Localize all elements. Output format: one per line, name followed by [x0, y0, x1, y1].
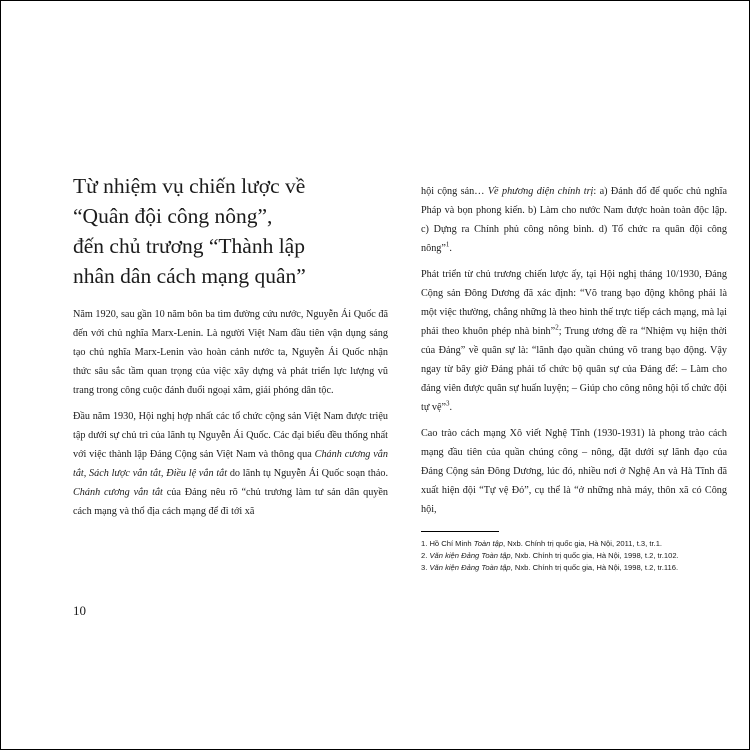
- chapter-title-line: “Quân đội công nông”,: [73, 204, 273, 228]
- body-paragraph: [73, 407, 388, 521]
- left-column: [73, 171, 388, 528]
- chapter-title-line: nhân dân cách mạng quân”: [73, 264, 306, 288]
- footnote-text: , Nxb. Chính trị quốc gia, Hà Nội, 2011, t.3, tr.1.: [503, 539, 663, 548]
- footnote-number: 1. Hồ Chí Minh: [421, 539, 474, 548]
- chapter-title-line: Từ nhiệm vụ chiến lược về: [73, 174, 306, 198]
- footnote: [421, 538, 727, 550]
- text-run: .: [449, 402, 453, 413]
- text-run: hội cộng sản…: [421, 186, 488, 197]
- footnote-marker: 1: [445, 240, 450, 249]
- body-paragraph: [421, 265, 727, 417]
- text-run: Phát triển từ chủ trương chiến lược ấy, tại Hội nghị tháng 10/1930, Đảng Cộng sản Đông Dương đã xác định: “Võ trang bạo động không phải là một việc thường, chẳng những là theo hình thế trực tiếp cách mạng, mà lại phải theo khuôn phép nhà binh”: [421, 269, 727, 337]
- chapter-title: [73, 171, 388, 291]
- text-run: do lãnh tụ Nguyễn Ái Quốc soạn thảo.: [227, 468, 388, 479]
- text-run: : a) Đánh đổ để quốc chủ nghĩa Pháp và bọn phong kiến. b) Làm cho nước Nam được hoàn toàn độc lập. c) Dựng ra Chính phủ công nông binh. d) Tổ chức ra quân đội công nông”: [421, 186, 727, 254]
- footnote-title: Toàn tập: [473, 539, 504, 548]
- footnote-marker: 2: [555, 323, 559, 332]
- footnotes: [421, 538, 727, 574]
- italic-phrase: Về phương diện chính trị: [487, 186, 594, 197]
- footnote-divider: [421, 531, 499, 532]
- italic-title: Chánh cương vắn tắt, Sách lược vắn tắt, Điều lệ vắn tắt: [73, 449, 388, 479]
- text-run: của Đảng nêu rõ “chủ trương làm tư sản dân quyền cách mạng và thổ địa cách mạng để đi tới xã: [73, 487, 388, 517]
- body-paragraph: Năm 1920, sau gần 10 năm bôn ba tìm đường cứu nước, Nguyễn Ái Quốc đã đến với chủ nghĩa Marx-Lenin. Là người Việt Nam đầu tiên vận dụng sáng tạo chủ nghĩa Marx-Lenin vào hoàn cảnh nước ta, Nguyễn Ái Quốc nhận thức sâu sắc tầm quan trọng của việc xây dựng và phát triển lực lượng vũ trang trong công cuộc đánh đuổi ngoại xâm, giải phóng dân tộc.: [73, 309, 388, 396]
- footnote-number: 3.: [421, 563, 430, 572]
- footnote-text: , Nxb. Chính trị quốc gia, Hà Nội, 1998, t.2, tr.102.: [510, 551, 679, 560]
- text-run: Đầu năm 1930, Hội nghị hợp nhất các tổ chức cộng sản Việt Nam được triệu tập dưới sự chủ trì của lãnh tụ Nguyễn Ái Quốc. Các đại biểu đều thống nhất với việc thành lập Đảng Cộng sản Việt Nam và thông qua: [73, 411, 388, 460]
- text-run: .: [449, 243, 452, 254]
- footnote-marker: 3: [446, 399, 450, 408]
- chapter-title-line: đến chủ trương “Thành lập: [73, 234, 305, 258]
- footnote: [421, 550, 727, 562]
- page-number: 10: [73, 603, 86, 618]
- text-run: ; Trung ương đề ra “Nhiệm vụ hiện thời của Đảng” về quân sự là: “lãnh đạo quần chúng võ trang bạo động. Vậy ngay từ bây giờ Đảng phải tổ chức bộ quân sự của Đảng để: – Làm cho đảng viên được quân sự huấn luyện; – Giúp cho công nông hội tổ chức đội tự vệ”: [421, 326, 727, 413]
- footnote-title: Văn kiện Đảng Toàn tập: [429, 563, 511, 572]
- body-paragraph: [421, 182, 727, 258]
- right-column: [421, 182, 727, 574]
- footnote: [421, 562, 727, 574]
- body-paragraph: Cao trào cách mạng Xô viết Nghệ Tĩnh (1930-1931) là phong trào cách mạng đầu tiên của quần chúng công – nông, đặt dưới sự lãnh đạo của Đảng Cộng sản Đông Dương, lúc đó, nhiều nơi ở Nghệ An và Hà Tĩnh đã xuất hiện đội “Tự vệ Đỏ”, cụ thể là “ở những nhà máy, thôn xã có Công hội,: [421, 428, 727, 515]
- footnote-title: Văn kiện Đảng Toàn tập: [429, 551, 511, 560]
- footnote-text: , Nxb. Chính trị quốc gia, Hà Nội, 1998, t.2, tr.116.: [510, 563, 679, 572]
- footnote-number: 2.: [421, 551, 430, 560]
- italic-title: Chánh cương vắn tắt: [73, 487, 163, 498]
